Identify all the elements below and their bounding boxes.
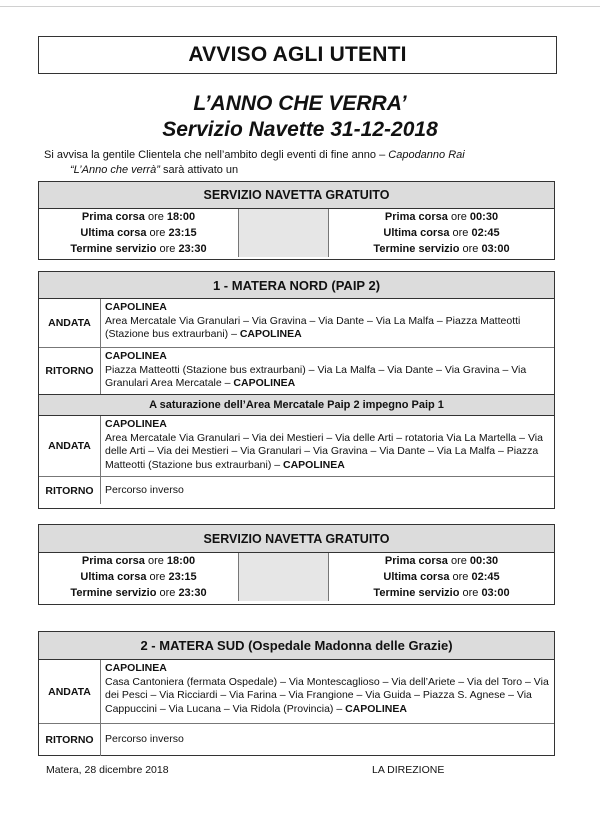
route-nord-ritorno-row	[39, 347, 554, 394]
ritorno-label: RITORNO	[39, 477, 101, 504]
time-line: Prima corsa ore 18:00	[81, 211, 196, 223]
route-sud-ritorno-row	[39, 723, 554, 756]
route-sud-andata-row	[39, 660, 554, 723]
route-nord-header: 1 - MATERA NORD (PAIP 2)	[39, 272, 554, 299]
shuttle-times-2	[39, 553, 554, 601]
andata-route: CAPOLINEA Area Mercatale Via Granulari – Via Gravina – Via Dante – Via La Malfa – Piazza Matteotti (Stazione bus extraurbani) – CAPOLINEA	[105, 301, 521, 340]
time-line: Prima corsa ore 18:00	[81, 555, 196, 567]
time-line: Ultima corsa ore 23:15	[80, 571, 197, 583]
shuttle-times-1	[39, 209, 554, 257]
route-sud-header: 2 - MATERA SUD (Ospedale Madonna delle Grazie)	[39, 632, 554, 660]
time-line: Ultima corsa ore 23:15	[80, 227, 197, 239]
time-line: Termine servizio ore 23:30	[70, 587, 207, 599]
ritorno-label: RITORNO	[39, 348, 101, 394]
intro-text-1: Si avvisa la gentile Clientela che nell’ambito degli eventi di fine anno –	[44, 149, 389, 161]
place-date: Matera, 28 dicembre 2018	[46, 764, 169, 776]
saturation-andata-route: CAPOLINEA Area Mercatale Via Granulari – Via dei Mestieri – Via delle Arti – rotatoria Via La Martella – Via delle Arti – Via dei Mestieri – Via Granulari – Via Gravina – Via Dante – Via La Malfa – Piazza Matteotti (Stazione bus extraurbani) – CAPOLINEA	[105, 418, 543, 471]
page-top-rule	[0, 6, 600, 7]
time-line: Prima corsa ore 00:30	[384, 555, 499, 567]
time-line: Ultima corsa ore 02:45	[383, 571, 500, 583]
notice-title: AVVISO AGLI UTENTI	[38, 36, 557, 74]
ritorno-label: RITORNO	[39, 724, 101, 756]
signature: LA DIREZIONE	[372, 764, 445, 776]
andata-label: ANDATA	[39, 416, 101, 476]
shuttle-schedule-1	[38, 181, 555, 260]
separator-cell	[238, 209, 329, 257]
shuttle-schedule-2	[38, 524, 555, 605]
saturation-ritorno-row	[39, 476, 554, 504]
time-line: Termine servizio ore 03:00	[373, 587, 510, 599]
shuttle-header-1: SERVIZIO NAVETTA GRATUITO	[39, 182, 554, 209]
intro-paragraph	[44, 148, 556, 178]
andata-label: ANDATA	[39, 299, 101, 347]
time-line: Termine servizio ore 23:30	[70, 243, 207, 255]
route-matera-sud	[38, 631, 555, 756]
time-line: Ultima corsa ore 02:45	[383, 227, 500, 239]
event-title: L’ANNO CHE VERRA’	[193, 92, 407, 115]
route-sud-ritorno-route: Percorso inverso	[105, 733, 184, 746]
route-matera-nord	[38, 271, 555, 509]
shuttle-header-2: SERVIZIO NAVETTA GRATUITO	[39, 525, 554, 553]
intro-italic-1: Capodanno Rai	[388, 149, 465, 161]
route-nord-andata-row	[39, 299, 554, 347]
separator-cell	[238, 553, 329, 601]
evening-times	[39, 553, 238, 601]
ritorno-route: CAPOLINEA Piazza Matteotti (Stazione bus extraurbani) – Via La Malfa – Via Dante – Via Gravina – Via Granulari Area Mercatale – CAPOLINEA	[105, 350, 527, 389]
evening-times	[39, 209, 238, 257]
service-date-title: Servizio Navette 31-12-2018	[162, 118, 438, 141]
night-times	[329, 209, 554, 257]
intro-text-2: sarà attivato un	[159, 164, 239, 176]
time-line: Prima corsa ore 00:30	[384, 211, 499, 223]
andata-label: ANDATA	[39, 660, 101, 723]
saturation-ritorno-route: Percorso inverso	[105, 483, 184, 496]
saturation-andata-row	[39, 416, 554, 476]
route-sud-andata-route: CAPOLINEA Casa Cantoniera (fermata Ospedale) – Via Montescaglioso – Via dell’Ariete – Via del Toro – Via dei Pesci – Via Ricciardi – Via Farina – Via Frangione – Via Guida – Piazza S. Agnese – Via Cappuccini – Via Lucana – Via Ridola (Provincia) – CAPOLINEA	[105, 662, 549, 715]
intro-italic-2: “L’Anno che verrà”	[70, 164, 160, 176]
night-times	[329, 553, 554, 601]
time-line: Termine servizio ore 03:00	[373, 243, 510, 255]
saturation-header: A saturazione dell’Area Mercatale Paip 2 impegno Paip 1	[39, 394, 554, 416]
